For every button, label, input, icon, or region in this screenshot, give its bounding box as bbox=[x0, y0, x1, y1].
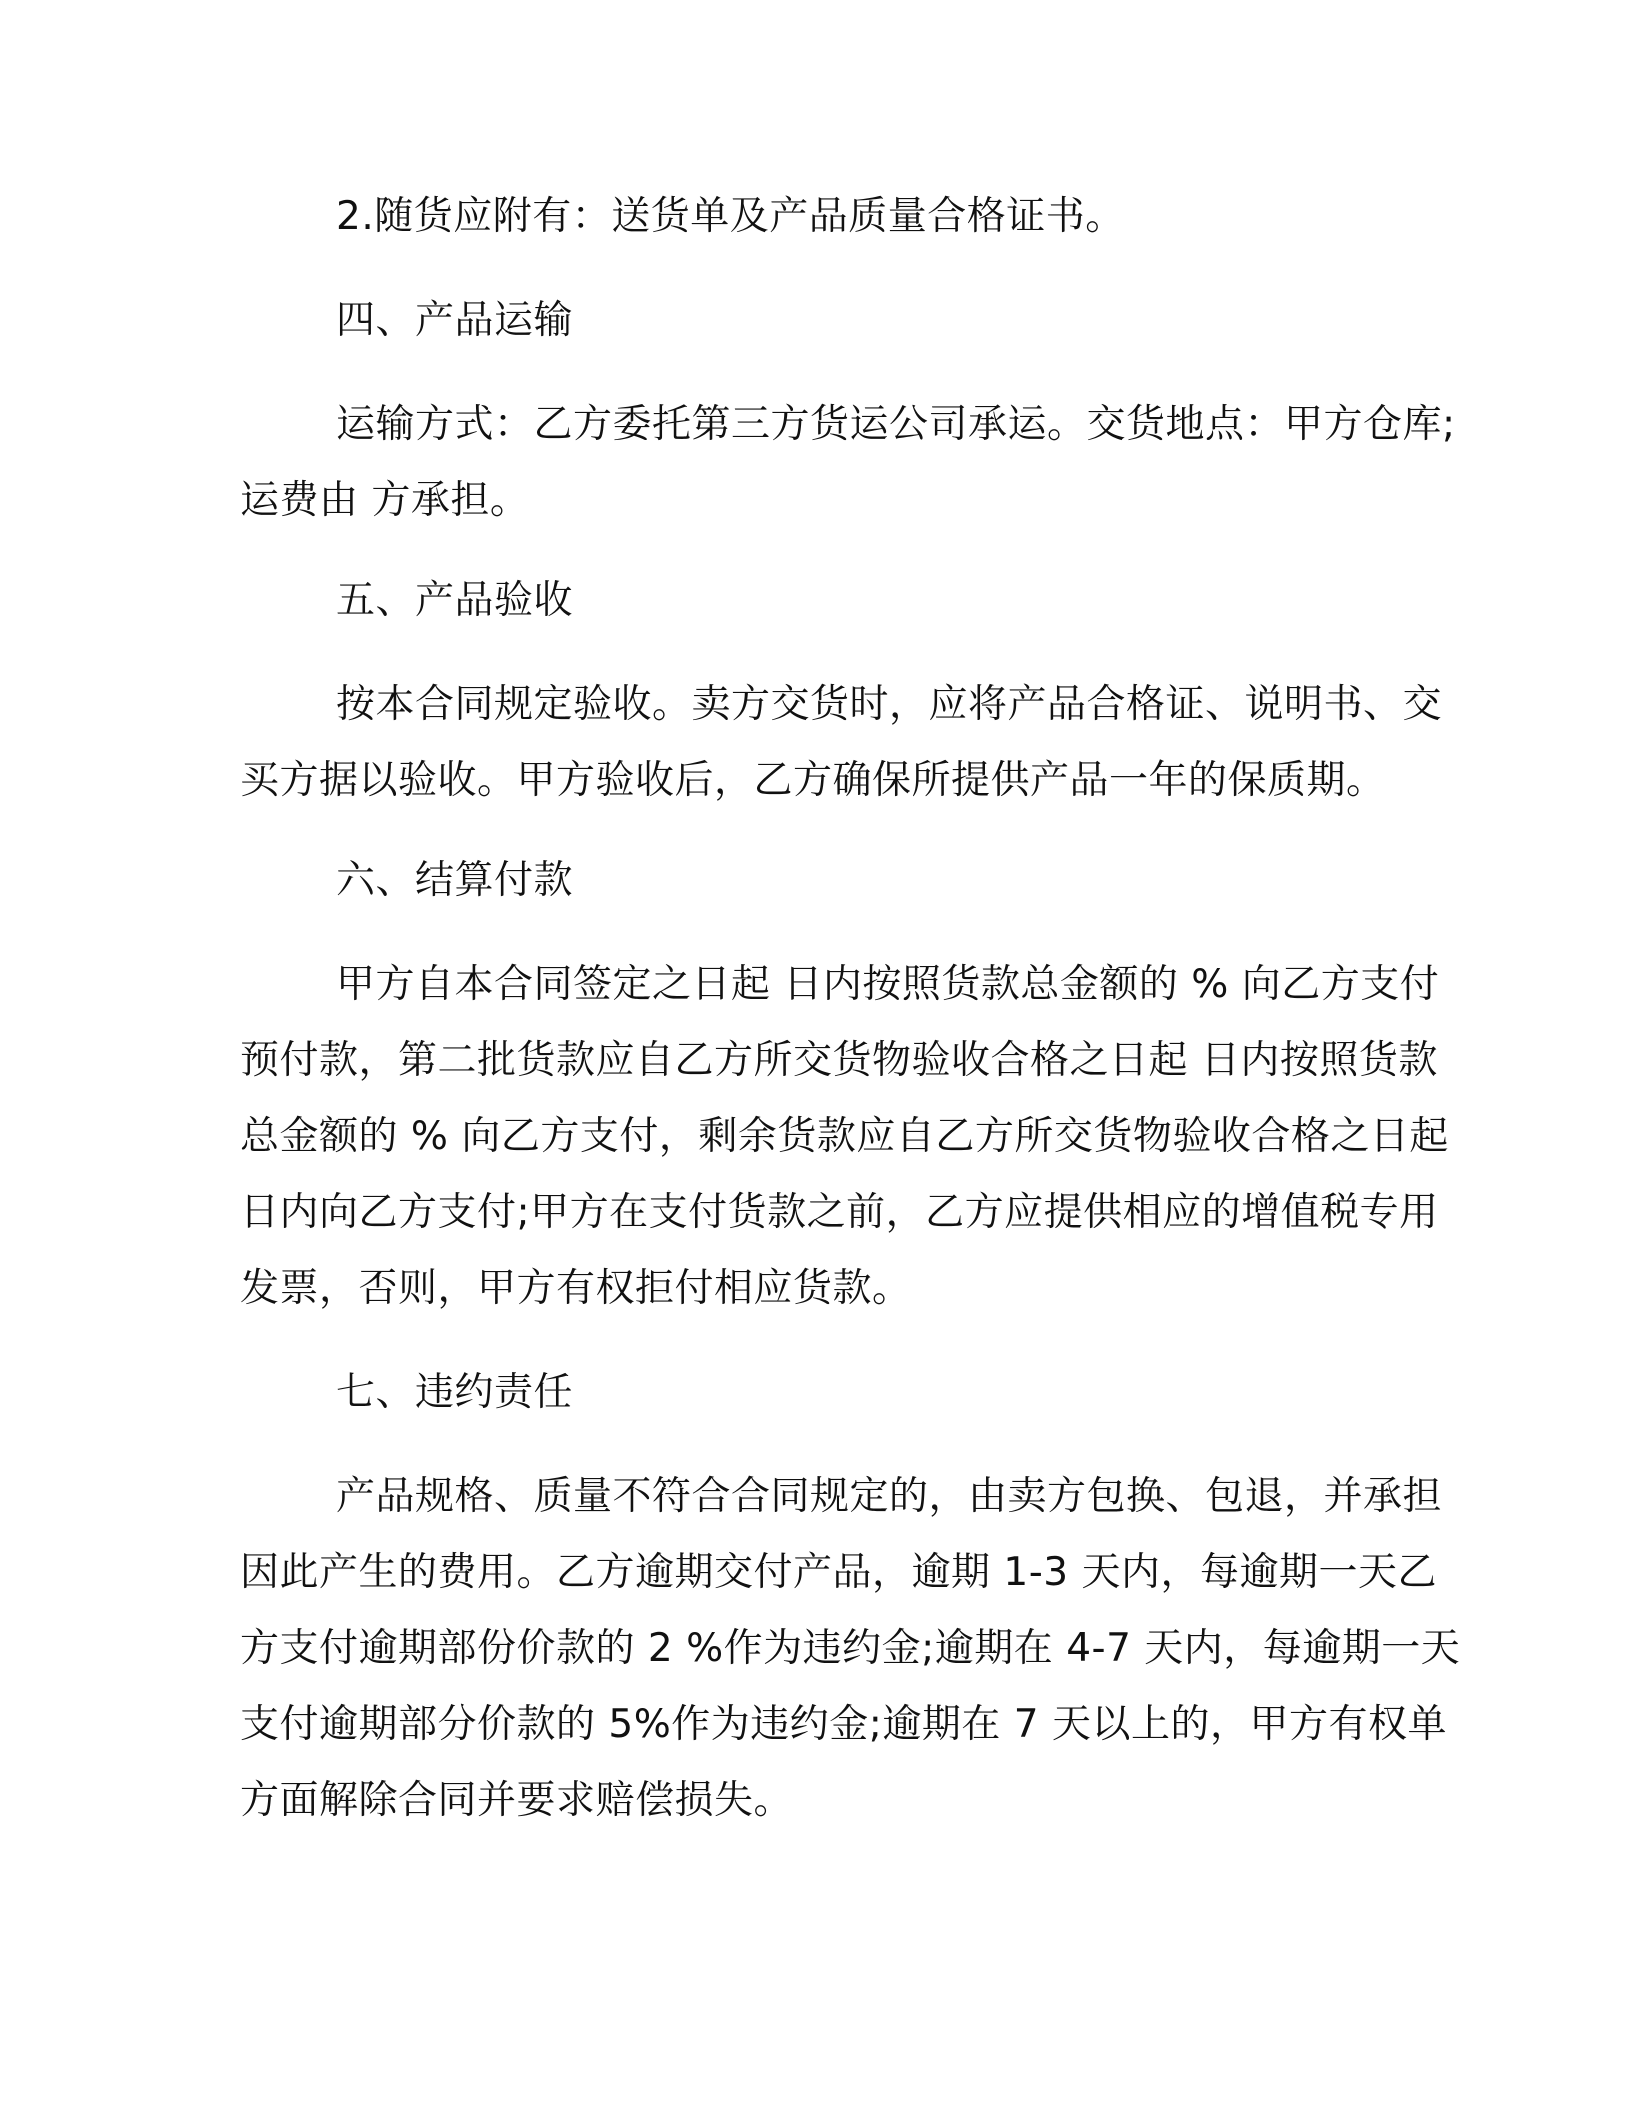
paragraph-liability-line-3: 方支付逾期部份价款的 2 %作为违约金;逾期在 4-7 天内，每逾期一天 bbox=[240, 1626, 1461, 1671]
paragraph-payment-line-2: 预付款，第二批货款应自乙方所交货物验收合格之日起 日内按照货款 bbox=[240, 1038, 1438, 1083]
paragraph-transport-line-2: 运费由 方承担。 bbox=[240, 478, 530, 523]
section-heading-transport: 四、产品运输 bbox=[336, 298, 574, 343]
paragraph-liability-line-4: 支付逾期部分价款的 5%作为违约金;逾期在 7 天以上的，甲方有权单 bbox=[240, 1702, 1448, 1747]
paragraph-liability-line-1: 产品规格、质量不符合合同规定的，由卖方包换、包退，并承担 bbox=[336, 1474, 1443, 1519]
section-heading-liability: 七、违约责任 bbox=[336, 1370, 574, 1415]
section-heading-acceptance: 五、产品验收 bbox=[336, 578, 574, 623]
paragraph-payment-line-5: 发票，否则，甲方有权拒付相应货款。 bbox=[240, 1266, 912, 1311]
paragraph-payment-line-4: 日内向乙方支付;甲方在支付货款之前，乙方应提供相应的增值税专用 bbox=[240, 1190, 1439, 1235]
paragraph-payment-line-1: 甲方自本合同签定之日起 日内按照货款总金额的 % 向乙方支付 bbox=[336, 962, 1440, 1007]
paragraph-liability-line-2: 因此产生的费用。乙方逾期交付产品，逾期 1-3 天内，每逾期一天乙 bbox=[240, 1550, 1437, 1595]
paragraph-liability-line-5: 方面解除合同并要求赔偿损失。 bbox=[240, 1778, 794, 1823]
clause-3-item-2: 2.随货应附有：送货单及产品质量合格证书。 bbox=[336, 194, 1125, 239]
paragraph-acceptance-line-1: 按本合同规定验收。卖方交货时，应将产品合格证、说明书、交 bbox=[336, 682, 1443, 727]
paragraph-transport-line-1: 运输方式：乙方委托第三方货运公司承运。交货地点：甲方仓库; bbox=[336, 402, 1456, 447]
paragraph-acceptance-line-2: 买方据以验收。甲方验收后，乙方确保所提供产品一年的保质期。 bbox=[240, 758, 1386, 803]
paragraph-payment-line-3: 总金额的 % 向乙方支付，剩余货款应自乙方所交货物验收合格之日起 bbox=[240, 1114, 1449, 1159]
section-heading-payment: 六、结算付款 bbox=[336, 858, 574, 903]
